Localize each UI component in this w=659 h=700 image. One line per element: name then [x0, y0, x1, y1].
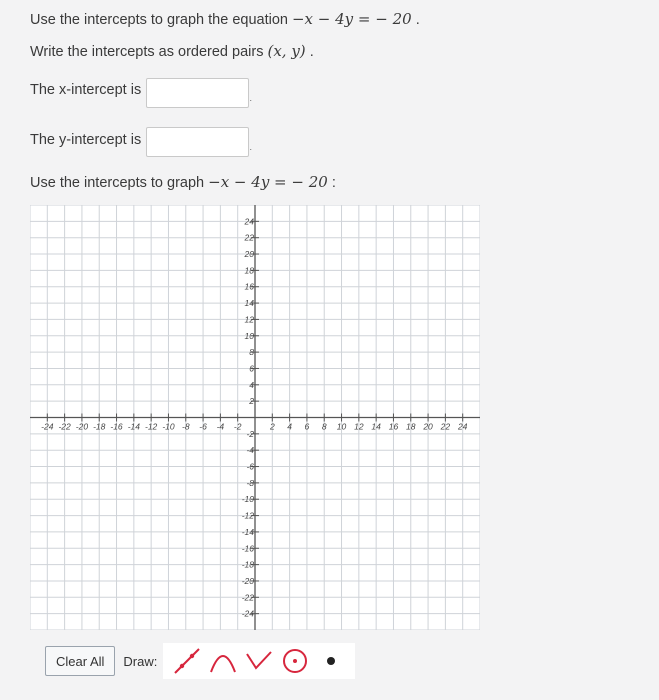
ordered-pair: (x, y): [267, 42, 306, 60]
y-tick-label: -10: [241, 494, 254, 505]
x-tick-label: -22: [58, 421, 71, 432]
draw-label: Draw:: [123, 653, 158, 669]
y-tick-label: 2: [249, 396, 254, 407]
y-tick-label: -6: [246, 461, 254, 472]
x-tick-label: -10: [162, 421, 175, 432]
y-tick-label: -4: [246, 445, 254, 456]
x-tick-label: 6: [304, 421, 310, 432]
x-tick-label: 10: [336, 421, 347, 432]
check-tool-icon[interactable]: [241, 645, 277, 677]
x-tick-label: -2: [233, 421, 242, 432]
y-tick-label: -14: [241, 526, 254, 537]
y-tick-label: 6: [249, 363, 254, 374]
x-tick-label: 16: [388, 421, 399, 432]
cursor-mark: .: [249, 142, 252, 152]
y-intercept-input[interactable]: [146, 127, 252, 157]
x-tick-label: 18: [406, 421, 416, 432]
x-tick-label: -4: [216, 421, 225, 432]
draw-tools: [163, 643, 355, 679]
x-tick-label: 2: [269, 421, 275, 432]
x-tick-label: 12: [354, 421, 364, 432]
x-tick-label: 14: [371, 421, 381, 432]
x-tick-label: 8: [321, 421, 327, 432]
colon: :: [331, 175, 336, 191]
y-tick-label: -2: [246, 428, 254, 439]
x-tick-label: 20: [423, 421, 433, 432]
y-tick-label: -8: [246, 477, 254, 488]
question-text: Use the intercepts to graph the equation: [30, 12, 288, 28]
y-tick-label: 24: [244, 216, 254, 227]
y-tick-label: -16: [241, 543, 254, 554]
graph-prompt: [30, 173, 336, 191]
period: .: [309, 44, 314, 60]
x-intercept-input[interactable]: [146, 78, 252, 108]
y-tick-label: 18: [244, 265, 254, 276]
graph-equation: −x − 4y = − 20: [208, 173, 328, 191]
graph-prompt-text: Use the intercepts to graph: [30, 175, 205, 191]
equation: −x − 4y = − 20: [291, 10, 412, 28]
y-tick-label: 4: [249, 379, 254, 390]
y-tick-label: -20: [241, 575, 254, 586]
x-tick-label: -12: [145, 421, 158, 432]
y-tick-label: 12: [244, 314, 254, 325]
parabola-tool-icon[interactable]: [205, 645, 241, 677]
y-tick-label: 14: [244, 298, 254, 309]
y-tick-label: -12: [241, 510, 254, 521]
y-tick-label: 8: [249, 347, 254, 358]
x-tick-label: -6: [199, 421, 207, 432]
x-tick-label: 24: [457, 421, 468, 432]
x-intercept-label: The x-intercept is: [30, 82, 142, 98]
y-tick-label: -24: [241, 608, 254, 619]
x-tick-label: -18: [93, 421, 106, 432]
instruction-text: Write the intercepts as ordered pairs: [30, 44, 264, 60]
line-tool-icon[interactable]: [169, 645, 205, 677]
x-tick-label: 22: [440, 421, 451, 432]
y-tick-label: 22: [244, 232, 254, 243]
y-tick-label: 10: [244, 330, 254, 341]
question-line-1: [30, 10, 420, 28]
period: .: [415, 12, 420, 28]
x-tick-label: -16: [110, 421, 123, 432]
y-tick-label: 16: [244, 281, 254, 292]
x-tick-label: 4: [287, 421, 292, 432]
x-tick-label: -20: [75, 421, 89, 432]
coordinate-graph[interactable]: [30, 205, 480, 630]
cursor-mark: .: [249, 93, 252, 103]
graph-toolbar: [45, 644, 355, 678]
x-tick-label: -24: [41, 421, 54, 432]
y-tick-label: -18: [241, 559, 254, 570]
question-line-2: [30, 42, 314, 60]
y-intercept-label: The y-intercept is: [30, 132, 142, 148]
y-tick-label: -22: [241, 592, 254, 603]
x-tick-label: -14: [127, 421, 140, 432]
x-tick-label: -8: [181, 421, 190, 432]
circle-tool-icon[interactable]: [277, 645, 313, 677]
point-tool-icon[interactable]: [313, 645, 349, 677]
y-tick-label: 20: [244, 249, 254, 260]
clear-all-button[interactable]: Clear All: [45, 646, 115, 676]
